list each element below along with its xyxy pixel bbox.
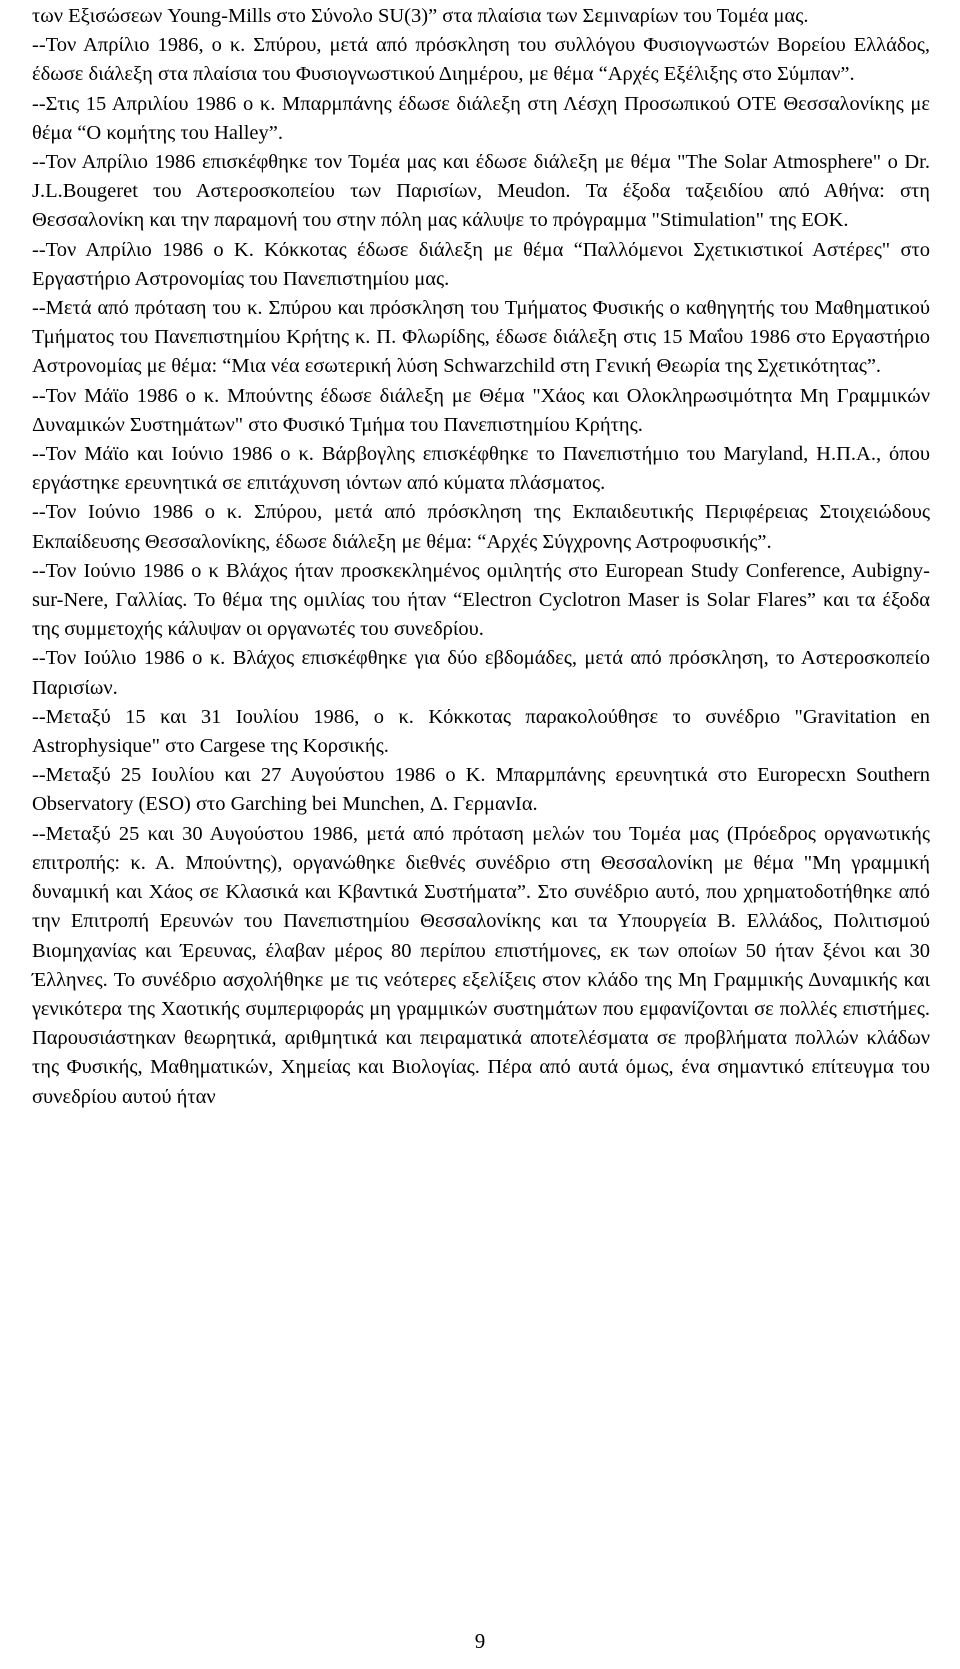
paragraph: --Τον Απρίλιο 1986, ο κ. Σπύρου, μετά από πρόσκληση του συλλόγου Φυσιογνωστών Βορείου Ελλάδος, έδωσε διάλεξη στα πλαίσια του Φυσιογνωστικού Διημέρου, με θέμα “Αρχές Εξέλιξης στο Σύμπαν”.	[32, 34, 930, 86]
paragraph: --Μεταξύ 15 και 31 Ιουλίου 1986, ο κ. Κόκκοτας παρακολούθησε το συνέδριο "Gravitation en Astrophysique" στο Cargese της Κορσικής.	[32, 705, 930, 758]
paragraph: --Τον Μάϊο και Ιούνιο 1986 ο κ. Βάρβογλης επισκέφθηκε το Πανεπιστήμιο του Maryland, Η.Π.Α., όπου εργάστηκε ερευνητικά σε επιτάχυνση ιόντων από κύματα πλάσματος.	[32, 443, 930, 495]
paragraph: των Εξισώσεων Young-Mills στο Σύνολο SU(3)” στα πλαίσια των Σεμιναρίων του Τομέα μας.	[32, 5, 809, 27]
paragraph: --Τον Ιούλιο 1986 ο κ. Βλάχος επισκέφθηκε για δύο εβδομάδες, μετά από πρόσκληση, το Αστεροσκοπείο Παρισίων.	[32, 647, 930, 699]
paragraph: --Τον Απρίλιο 1986 ο Κ. Κόκκοτας έδωσε διάλεξη με θέμα “Παλλόμενοι Σχετικιστικοί Αστέρες" στο Εργαστήριο Αστρονομίας του Πανεπιστημίου μας.	[32, 238, 930, 290]
paragraph: --Μεταξύ 25 Ιουλίου και 27 Αυγούστου 1986 ο Κ. Μπαρμπάνης ερευνητικά στο Europecxn Southern Observatory (ESO) στο Garching bei Munchen, Δ. ΓερμανΙα.	[32, 764, 930, 816]
paragraph: --Τον Μάϊο 1986 ο κ. Μπούντης έδωσε διάλεξη με Θέμα "Χάος και Ολοκληρωσιμότητα Μη Γραμμικών Δυναμικών Συστημάτων" στο Φυσικό Τμήμα του Πανεπιστημίου Κρήτης.	[32, 384, 930, 436]
paragraph: --Μεταξύ 25 και 30 Αυγούστου 1986, μετά από πρόταση μελών του Τομέα μας (Πρόεδρος οργανωτικής επιτροπής: κ. Α. Μπούντης), οργανώθηκε διεθνές συνέδριο στη Θεσσαλονίκη με θέμα "Μη γραμμική δυναμική και Χάος σε Κλασικά και Κβαντικά Συστήματα”. Στο συνέδριο αυτό, που χρηματοδοτήθηκε από την Επιτροπή Ερευνών του Πανεπιστημίου Θεσσαλονίκης και τα Υπουργεία Β. Ελλάδος, Πολιτισμού Βιομηχανίας και Έρευνας, έλαβαν μέρος 80 περίπου επιστήμονες, εκ των οποίων 50 ήταν ξένοι και 30 Έλληνες. Το συνέδριο ασχολήθηκε με τις νεότερες εξελίξεις στον κλάδο της Μη Γραμμικής Δυναμικής και γενικότερα της Χαοτικής συμπεριφοράς μη γραμμικών συστημάτων που εμφανίζονται σε πολλές επιστήμες. Παρουσιάστηκαν θεωρητικά, αριθμητικά και πειραματικά αποτελέσματα σε προβλήματα πολλών κλάδων της Φυσικής, Μαθηματικών, Χημείας και Βιολογίας. Πέρα από αυτά όμως, ένα σημαντικό επίτευγμα του συνεδρίου αυτού ήταν	[32, 822, 930, 1108]
paragraph: --Μετά από πρόταση του κ. Σπύρου και πρόσκληση του Τμήματος Φυσικής ο καθηγητής του Μαθηματικού Τμήματος του Πανεπιστημίου Κρήτης κ. Π. Φλωρίδης, έδωσε διάλεξη στις 15 Μαΐου 1986 στο Εργαστήριο Αστρονομίας με θέμα: “Μια νέα εσωτερική λύση Schwarzchild στη Γενική Θεωρία της Σχετικότητας”.	[32, 297, 930, 378]
paragraph: --Τον Ιούνιο 1986 ο κ Βλάχος ήταν προσκεκλημένος ομιλητής στο European Study Conference, Aubigny-sur-Nere, Γαλλίας. Το θέμα της ομιλίας του ήταν “Electron Cyclotron Maser is Solar Flares” και τα έξοδα της συμμετοχής κάλυψαν οι οργανωτές του συνεδρίου.	[32, 559, 930, 641]
page-number: 9	[474, 1629, 486, 1653]
paragraph: --Τον Απρίλιο 1986 επισκέφθηκε τον Τομέα μας και έδωσε διάλεξη με θέμα "The Solar Atmosphere" ο Dr. J.L.Bougeret του Αστεροσκοπείου των Παρισίων, Meudon. Τα έξοδα ταξειδίου από Αθήνα: στη Θεσσαλονίκη και την παραμονή του στην πόλη μας κάλυψε το πρόγραμμα "Stimulation" της ΕΟΚ.	[32, 151, 930, 232]
page-body	[32, 2, 930, 1112]
paragraph: --Τον Ιούνιο 1986 ο κ. Σπύρου, μετά από πρόσκληση της Εκπαιδευτικής Περιφέρειας Στοιχειώδους Εκπαίδευσης Θεσσαλονίκης, έδωσε διάλεξη με θέμα: “Αρχές Σύγχρονης Αστροφυσικής”.	[32, 501, 930, 553]
paragraph: --Στις 15 Απριλίου 1986 ο κ. Μπαρμπάνης έδωσε διάλεξη στη Λέσχη Προσωπικού ΟΤΕ Θεσσαλονίκης με θέμα “Ο κομήτης του Halley”.	[32, 92, 930, 144]
